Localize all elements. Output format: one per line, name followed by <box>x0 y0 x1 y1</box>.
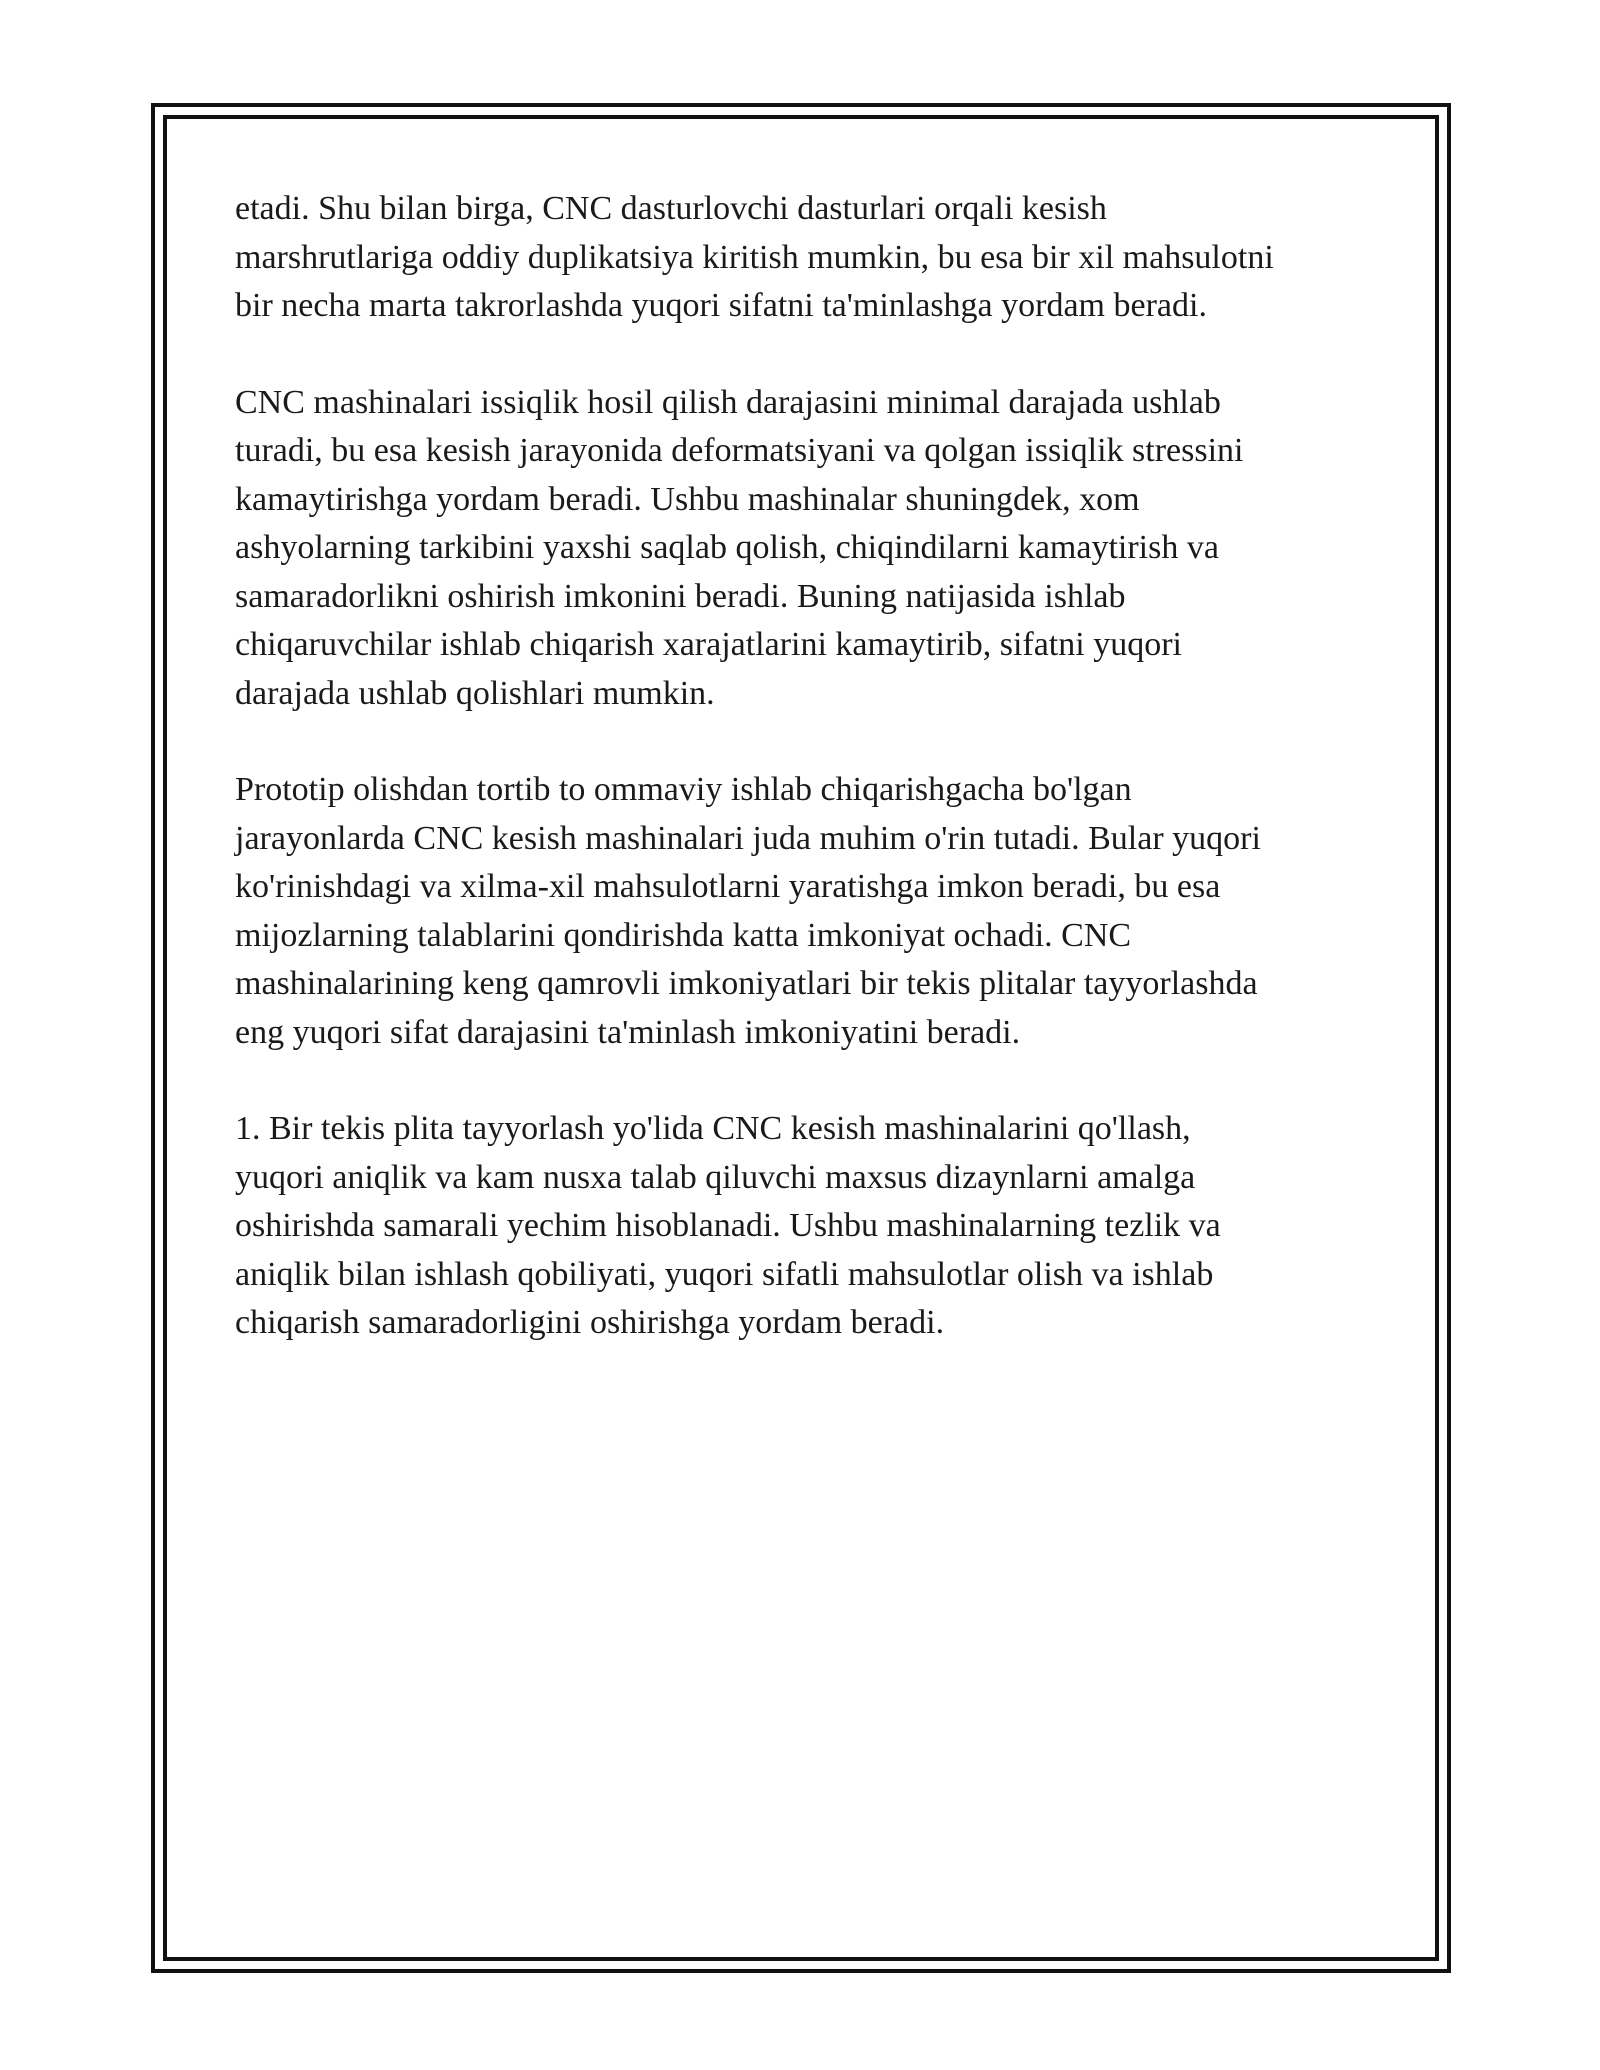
document-body <box>235 185 1375 1396</box>
paragraph-1: etadi. Shu bilan birga, CNC dasturlovchi dasturlari orqali kesish marshrutlariga oddiy duplikatsiya kiritish mumkin, bu esa bir xil mahsulotni bir necha marta takrorlashda yuqori sifatni ta'minlashga yordam beradi. <box>235 190 1274 324</box>
paragraph-2: CNC mashinalari issiqlik hosil qilish darajasini minimal darajada ushlab turadi, bu esa kesish jarayonida deformatsiyani va qolgan issiqlik stressini kamaytirishga yordam beradi. Ushbu mashinalar shuningdek, xom ashyolarning tarkibini yaxshi saqlab qolish, chiqindilarni kamaytirish va samaradorlikni oshirish imkonini beradi. Buning natijasida ishlab chiqaruvchilar ishlab chiqarish xarajatlarini kamaytirib, sifatni yuqori darajada ushlab qolishlari mumkin. <box>235 383 1244 712</box>
paragraph-4-numbered: 1. Bir tekis plita tayyorlash yo'lida CNC kesish mashinalarini qo'llash, yuqori aniqlik va kam nusxa talab qiluvchi maxsus dizaynlarni amalga oshirishda samarali yechim hisoblanadi. Ushbu mashinalarning tezlik va aniqlik bilan ishlash qobiliyati, yuqori sifatli mahsulotlar olish va ishlab chiqarish samaradorligini oshirishga yordam beradi. <box>235 1110 1221 1341</box>
paragraph-3: Prototip olishdan tortib to ommaviy ishlab chiqarishgacha bo'lgan jarayonlarda CNC kesish mashinalari juda muhim o'rin tutadi. Bular yuqori ko'rinishdagi va xilma-xil mahsulotlarni yaratishga imkon beradi, bu esa mijozlarning talablarini qondirishda katta imkoniyat ochadi. CNC mashinalarining keng qamrovli imkoniyatlari bir tekis plitalar tayyorlashda eng yuqori sifat darajasini ta'minlash imkoniyatini beradi. <box>235 771 1261 1051</box>
